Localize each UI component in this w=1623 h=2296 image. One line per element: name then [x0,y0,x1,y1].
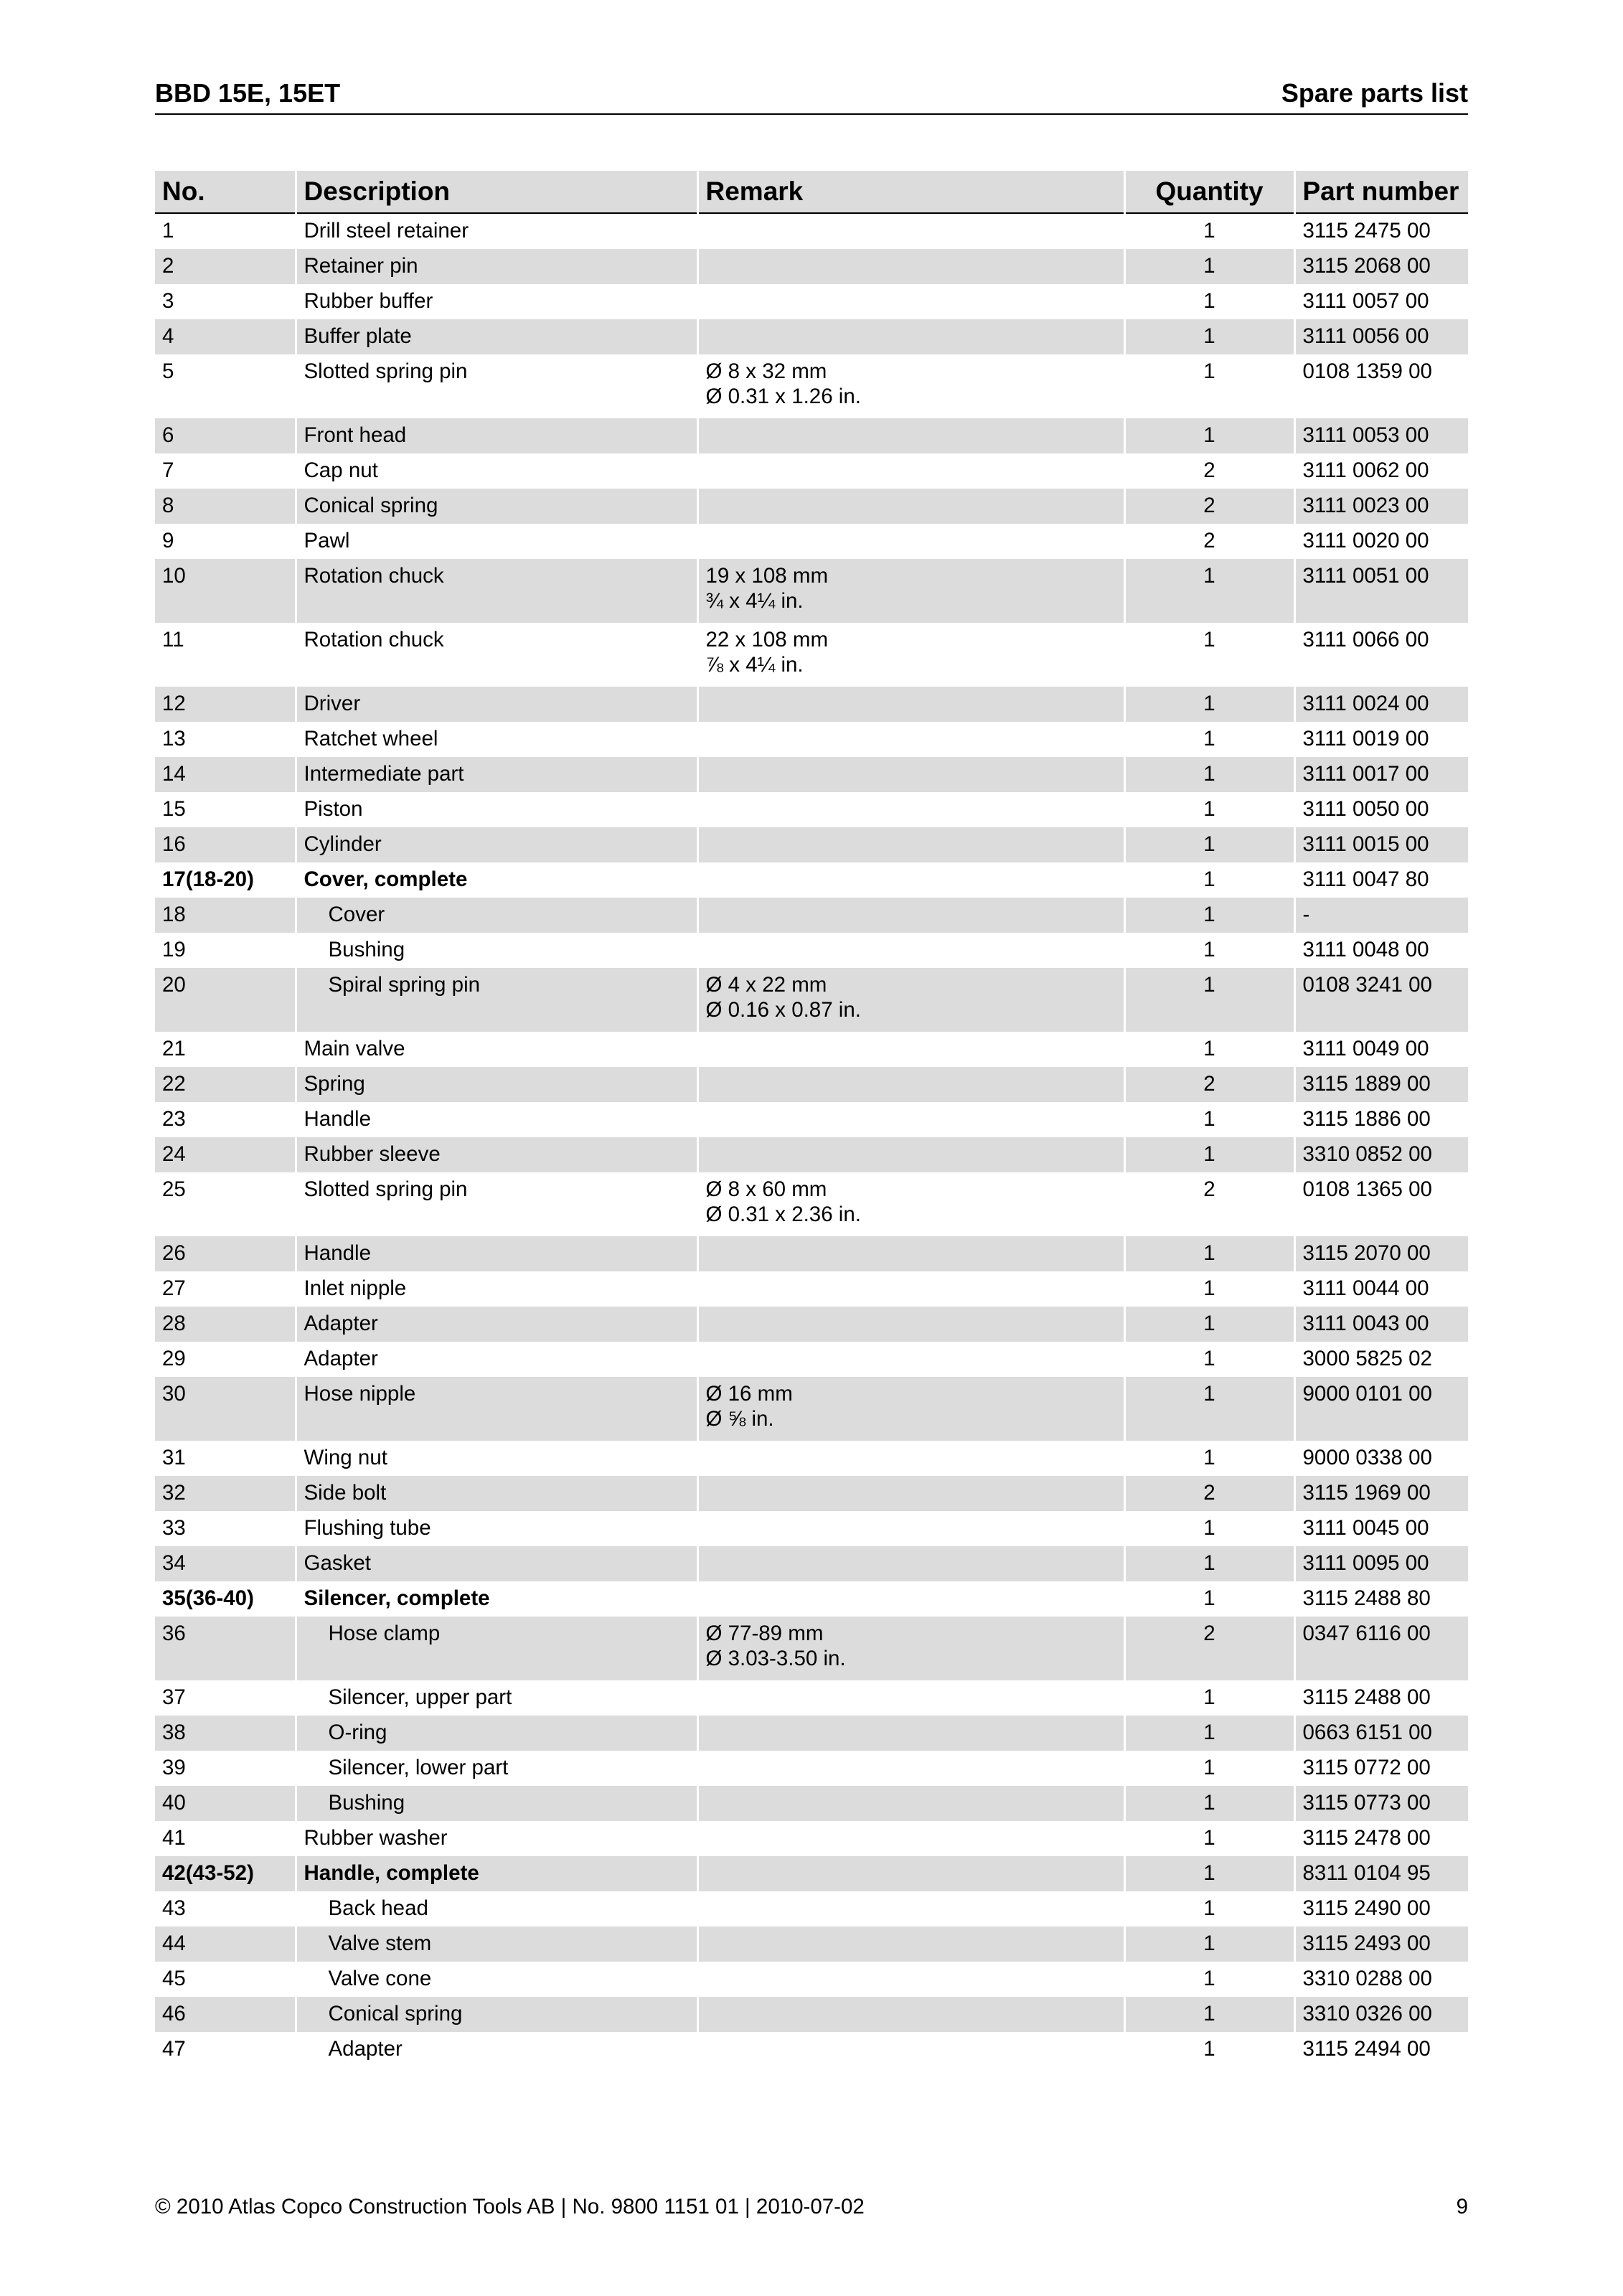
table-row [155,1856,1468,1891]
cell-description: Handle, complete [296,1856,697,1891]
cell-description: Hose clamp [296,1617,697,1680]
table-row [155,687,1468,722]
cell-part-number: 3111 0066 00 [1302,628,1429,651]
cell-remark [697,827,1124,862]
cell-description: Rotation chuck [296,559,697,623]
table-row [155,1271,1468,1307]
table-row [155,1680,1468,1716]
cell-description: Valve cone [296,1962,697,1997]
document-title: Spare parts list [1281,78,1468,108]
cell-remark: Ø 4 x 22 mm Ø 0.16 x 0.87 in. [697,968,1124,1032]
cell-description: Side bolt [296,1476,697,1511]
cell-quantity: 1 [1124,862,1294,898]
cell-remark [697,249,1124,284]
cell-description: Rubber sleeve [296,1137,697,1172]
cell-part-number: 3115 2488 00 [1302,1685,1431,1709]
table-row [155,1067,1468,1102]
cell-part-number: 3310 0852 00 [1294,1137,1468,1172]
page-footer [155,2194,1468,2220]
cell-remark [697,418,1124,453]
table-row [155,1716,1468,1751]
cell-description: Cylinder [296,827,697,862]
cell-part-number: 3111 0015 00 [1294,827,1468,862]
table-row [155,2032,1468,2067]
cell-no: 3 [155,284,296,319]
cell-description: O-ring [296,1716,697,1751]
table-row [155,1476,1468,1511]
cell-no: 30 [155,1377,296,1441]
cell-no: 32 [155,1476,296,1511]
cell-quantity: 2 [1124,1067,1294,1102]
table-row [155,1821,1468,1856]
table-row [155,1137,1468,1172]
cell-quantity: 1 [1124,1786,1294,1821]
cell-description: Spiral spring pin [296,968,697,1032]
cell-part-number: 3111 0020 00 [1302,529,1429,552]
table-row [155,213,1468,249]
cell-description: Adapter [296,2032,697,2067]
cell-remark: Ø 8 x 60 mm Ø 0.31 x 2.36 in. [697,1172,1124,1236]
table-row [155,792,1468,827]
cell-part-number: 3111 0050 00 [1302,797,1429,821]
cell-remark [697,1546,1124,1581]
cell-quantity: 1 [1124,898,1294,933]
cell-no: 21 [155,1032,296,1067]
cell-quantity: 2 [1124,1476,1294,1511]
cell-part-number: 3115 2490 00 [1302,1896,1431,1920]
cell-quantity: 1 [1124,1997,1294,2032]
cell-part-number: 9000 0338 00 [1302,1446,1432,1469]
cell-quantity: 1 [1124,1546,1294,1581]
cell-part-number: 3111 0043 00 [1294,1307,1468,1342]
cell-part-number: 3111 0057 00 [1302,289,1429,313]
cell-no: 2 [155,249,296,284]
cell-no: 15 [155,792,296,827]
cell-quantity: 2 [1124,1172,1294,1236]
cell-description: Drill steel retainer [296,213,697,249]
spare-parts-table [155,171,1468,2067]
cell-remark [697,862,1124,898]
cell-part-number: 3115 2493 00 [1294,1926,1468,1962]
cell-no: 47 [155,2032,296,2067]
table-row [155,1342,1468,1377]
cell-remark: Ø 77-89 mm Ø 3.03-3.50 in. [697,1617,1124,1680]
cell-description: Handle [296,1236,697,1271]
footer-copyright: © 2010 Atlas Copco Construction Tools AB | No. 9800 1151 01 | 2010-07-02 [155,2195,865,2219]
cell-no: 37 [155,1680,296,1716]
table-row [155,1511,1468,1546]
cell-no: 19 [155,933,296,968]
table-row [155,249,1468,284]
cell-quantity: 1 [1124,827,1294,862]
cell-description: Cap nut [296,453,697,489]
cell-part-number: 3310 0326 00 [1294,1997,1468,2032]
cell-part-number: 3111 0017 00 [1294,757,1468,792]
cell-no: 38 [155,1716,296,1751]
cell-remark [697,1926,1124,1962]
cell-no: 6 [155,418,296,453]
cell-description: Back head [296,1891,697,1926]
table-row [155,1102,1468,1137]
cell-quantity: 1 [1124,1511,1294,1546]
table-row [155,1926,1468,1962]
cell-description: Valve stem [296,1926,697,1962]
cell-part-number: 3111 0051 00 [1294,559,1468,623]
cell-part-number: 3115 2488 80 [1302,1586,1431,1610]
cell-quantity: 1 [1124,1891,1294,1926]
cell-quantity: 1 [1124,1751,1294,1786]
cell-description: Slotted spring pin [296,354,697,418]
cell-no: 5 [155,354,296,418]
cell-description: Wing nut [296,1441,697,1476]
cell-part-number: 3111 0056 00 [1294,319,1468,354]
cell-remark [697,2032,1124,2067]
cell-no: 31 [155,1441,296,1476]
cell-part-number: 0108 1359 00 [1302,359,1432,383]
cell-remark: 22 x 108 mm ⅞ x 4¼ in. [697,623,1124,687]
cell-remark [697,1821,1124,1856]
table-row [155,1546,1468,1581]
cell-description: Rotation chuck [296,623,697,687]
cell-remark [697,687,1124,722]
table-row [155,524,1468,559]
cell-remark [697,1856,1124,1891]
table-row [155,319,1468,354]
cell-part-number: 3111 0045 00 [1302,1516,1429,1540]
cell-remark [697,1891,1124,1926]
cell-part-number: 0347 6116 00 [1294,1617,1468,1680]
table-row [155,1786,1468,1821]
table-row [155,933,1468,968]
cell-remark [697,319,1124,354]
cell-no: 34 [155,1546,296,1581]
cell-no: 24 [155,1137,296,1172]
cell-remark [697,1441,1124,1476]
cell-no: 27 [155,1271,296,1307]
table-row [155,968,1468,1032]
column-header-description: Description [296,171,697,213]
cell-description: Piston [296,792,697,827]
cell-no: 7 [155,453,296,489]
column-header-remark: Remark [697,171,1124,213]
cell-quantity: 1 [1124,1137,1294,1172]
cell-description: Bushing [296,1786,697,1821]
cell-no: 22 [155,1067,296,1102]
cell-remark [697,453,1124,489]
column-header-no: No. [155,171,296,213]
cell-no: 18 [155,898,296,933]
cell-remark [697,1342,1124,1377]
cell-quantity: 1 [1124,2032,1294,2067]
model-title: BBD 15E, 15ET [155,78,341,108]
cell-part-number: 3115 2475 00 [1302,219,1431,243]
cell-remark [697,1786,1124,1821]
cell-description: Rubber buffer [296,284,697,319]
cell-quantity: 1 [1124,1032,1294,1067]
cell-quantity: 1 [1124,1236,1294,1271]
cell-part-number: 3115 2478 00 [1302,1826,1431,1850]
cell-no: 33 [155,1511,296,1546]
cell-description: Spring [296,1067,697,1102]
cell-remark [697,1476,1124,1511]
cell-part-number: 3111 0019 00 [1302,727,1429,751]
cell-part-number: 3115 1886 00 [1302,1107,1431,1131]
table-row [155,1891,1468,1926]
cell-part-number: 8311 0104 95 [1294,1856,1468,1891]
cell-description: Main valve [296,1032,697,1067]
cell-quantity: 2 [1124,489,1294,524]
table-row [155,1236,1468,1271]
cell-part-number: 3000 5825 02 [1302,1347,1432,1370]
cell-quantity: 2 [1124,524,1294,559]
cell-quantity: 2 [1124,1617,1294,1680]
table-row [155,1997,1468,2032]
cell-quantity: 1 [1124,1926,1294,1962]
cell-quantity: 1 [1124,722,1294,757]
cell-remark: Ø 16 mm Ø ⅝ in. [697,1377,1124,1441]
cell-no: 17(18-20) [155,862,296,898]
cell-no: 29 [155,1342,296,1377]
cell-quantity: 1 [1124,968,1294,1032]
cell-remark [697,1997,1124,2032]
cell-no: 26 [155,1236,296,1271]
cell-no: 28 [155,1307,296,1342]
cell-part-number: 3115 1969 00 [1294,1476,1468,1511]
table-row [155,453,1468,489]
cell-part-number: 3310 0288 00 [1302,1967,1432,1990]
cell-quantity: 1 [1124,1441,1294,1476]
cell-remark [697,1716,1124,1751]
cell-no: 45 [155,1962,296,1997]
cell-description: Conical spring [296,1997,697,2032]
cell-description: Slotted spring pin [296,1172,697,1236]
cell-no: 43 [155,1891,296,1926]
table-row [155,862,1468,898]
cell-remark [697,213,1124,249]
cell-no: 12 [155,687,296,722]
cell-quantity: 1 [1124,1821,1294,1856]
cell-no: 8 [155,489,296,524]
table-row [155,1172,1468,1236]
table-row [155,898,1468,933]
cell-no: 1 [155,213,296,249]
cell-no: 25 [155,1172,296,1236]
page-number: 9 [1456,2195,1468,2219]
cell-remark: Ø 8 x 32 mm Ø 0.31 x 1.26 in. [697,354,1124,418]
table-row [155,559,1468,623]
table-header-row [155,171,1468,213]
cell-description: Pawl [296,524,697,559]
cell-quantity: 1 [1124,792,1294,827]
table-body [155,213,1468,2067]
cell-remark [697,1271,1124,1307]
cell-remark [697,898,1124,933]
cell-description: Gasket [296,1546,697,1581]
cell-description: Inlet nipple [296,1271,697,1307]
cell-description: Ratchet wheel [296,722,697,757]
table-row [155,1377,1468,1441]
table-row [155,489,1468,524]
cell-description: Buffer plate [296,319,697,354]
cell-remark [697,757,1124,792]
cell-description: Front head [296,418,697,453]
cell-no: 23 [155,1102,296,1137]
cell-remark [697,1751,1124,1786]
cell-part-number: 0663 6151 00 [1294,1716,1468,1751]
cell-part-number: 3115 1889 00 [1294,1067,1468,1102]
cell-no: 36 [155,1617,296,1680]
cell-no: 14 [155,757,296,792]
cell-no: 13 [155,722,296,757]
page-header [155,77,1468,115]
cell-quantity: 1 [1124,1716,1294,1751]
cell-quantity: 1 [1124,1102,1294,1137]
cell-quantity: 1 [1124,933,1294,968]
cell-description: Adapter [296,1307,697,1342]
table-row [155,1307,1468,1342]
cell-no: 35(36-40) [155,1581,296,1617]
cell-no: 4 [155,319,296,354]
cell-remark [697,722,1124,757]
cell-description: Intermediate part [296,757,697,792]
cell-remark [697,1307,1124,1342]
cell-no: 39 [155,1751,296,1786]
cell-part-number: 3111 0062 00 [1302,458,1429,482]
cell-description: Silencer, lower part [296,1751,697,1786]
cell-part-number: 0108 1365 00 [1302,1177,1432,1201]
cell-remark [697,1680,1124,1716]
table-row [155,722,1468,757]
cell-description: Silencer, complete [296,1581,697,1617]
cell-remark [697,1236,1124,1271]
cell-description: Bushing [296,933,697,968]
cell-no: 20 [155,968,296,1032]
table-row [155,418,1468,453]
cell-part-number: 3115 0772 00 [1302,1756,1431,1779]
cell-part-number: 3111 0024 00 [1294,687,1468,722]
cell-no: 9 [155,524,296,559]
cell-description: Flushing tube [296,1511,697,1546]
cell-description: Retainer pin [296,249,697,284]
cell-description: Handle [296,1102,697,1137]
cell-quantity: 1 [1124,623,1294,687]
table-row [155,1617,1468,1680]
cell-quantity: 1 [1124,1680,1294,1716]
cell-no: 40 [155,1786,296,1821]
cell-quantity: 1 [1124,1856,1294,1891]
cell-part-number: 0108 3241 00 [1294,968,1468,1032]
cell-quantity: 1 [1124,1377,1294,1441]
cell-no: 41 [155,1821,296,1856]
cell-part-number: 9000 0101 00 [1294,1377,1468,1441]
cell-quantity: 2 [1124,453,1294,489]
cell-quantity: 1 [1124,319,1294,354]
cell-no: 16 [155,827,296,862]
cell-part-number: 3115 2068 00 [1294,249,1468,284]
cell-description: Cover [296,898,697,933]
cell-remark [697,489,1124,524]
table-row [155,757,1468,792]
cell-description: Driver [296,687,697,722]
cell-quantity: 1 [1124,213,1294,249]
cell-part-number: 3115 2494 00 [1302,2037,1431,2061]
cell-part-number: 3115 2070 00 [1294,1236,1468,1271]
cell-no: 11 [155,623,296,687]
cell-remark: 19 x 108 mm ¾ x 4¼ in. [697,559,1124,623]
cell-no: 42(43-52) [155,1856,296,1891]
cell-remark [697,1032,1124,1067]
cell-description: Cover, complete [296,862,697,898]
cell-remark [697,792,1124,827]
table-row [155,284,1468,319]
table-row [155,1032,1468,1067]
cell-description: Adapter [296,1342,697,1377]
cell-description: Conical spring [296,489,697,524]
cell-remark [697,284,1124,319]
cell-part-number: 3111 0023 00 [1294,489,1468,524]
cell-part-number: 3111 0048 00 [1302,938,1429,961]
cell-quantity: 1 [1124,1307,1294,1342]
cell-no: 44 [155,1926,296,1962]
cell-remark [697,933,1124,968]
cell-remark [697,1137,1124,1172]
cell-part-number: - [1294,898,1468,933]
table-row [155,1441,1468,1476]
table-row [155,354,1468,418]
cell-quantity: 1 [1124,284,1294,319]
column-header-quantity: Quantity [1124,171,1294,213]
table-row [155,1751,1468,1786]
cell-quantity: 1 [1124,1271,1294,1307]
cell-part-number: 3111 0047 80 [1302,867,1429,891]
cell-no: 10 [155,559,296,623]
cell-quantity: 1 [1124,559,1294,623]
cell-quantity: 1 [1124,687,1294,722]
cell-quantity: 1 [1124,249,1294,284]
cell-description: Rubber washer [296,1821,697,1856]
cell-remark [697,1962,1124,1997]
cell-quantity: 1 [1124,418,1294,453]
cell-quantity: 1 [1124,1962,1294,1997]
table-row [155,1962,1468,1997]
table-row [155,1581,1468,1617]
cell-remark [697,1102,1124,1137]
cell-quantity: 1 [1124,757,1294,792]
cell-remark [697,524,1124,559]
table-row [155,827,1468,862]
cell-description: Hose nipple [296,1377,697,1441]
cell-no: 46 [155,1997,296,2032]
table-row [155,623,1468,687]
cell-quantity: 1 [1124,1342,1294,1377]
cell-remark [697,1511,1124,1546]
cell-part-number: 3111 0095 00 [1294,1546,1468,1581]
cell-quantity: 1 [1124,354,1294,418]
column-header-part-number: Part number [1294,171,1468,213]
cell-remark [697,1581,1124,1617]
cell-remark [697,1067,1124,1102]
cell-part-number: 3115 0773 00 [1294,1786,1468,1821]
cell-part-number: 3111 0044 00 [1302,1276,1429,1300]
cell-quantity: 1 [1124,1581,1294,1617]
cell-description: Silencer, upper part [296,1680,697,1716]
cell-part-number: 3111 0053 00 [1294,418,1468,453]
cell-part-number: 3111 0049 00 [1302,1037,1429,1060]
